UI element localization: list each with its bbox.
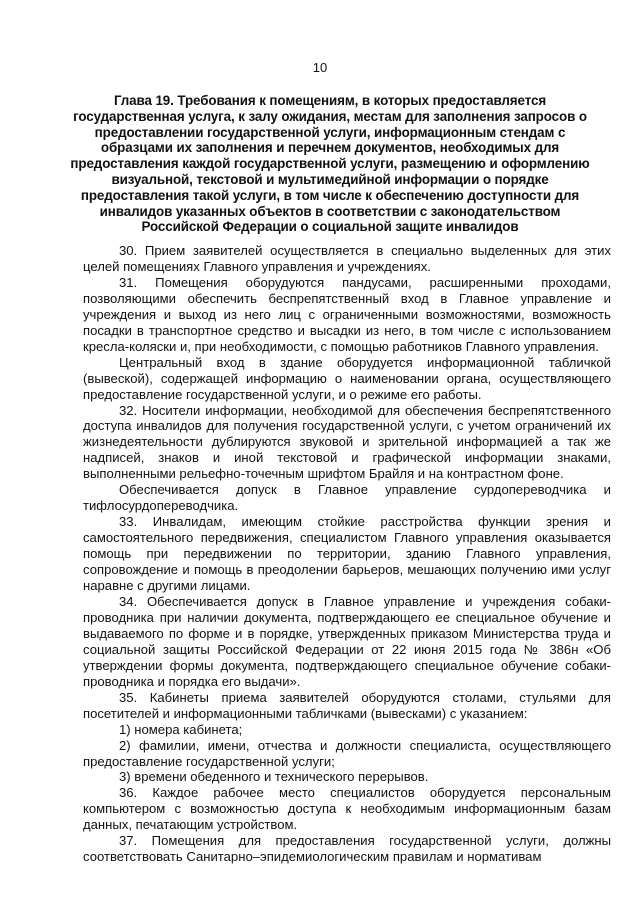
paragraph-36: 36. Каждое рабочее место специалистов оборудуется персональным компьютером с возможностью доступа к необходимым информационным базам данных, печатающим устройством. [83,785,611,833]
chapter-heading: Глава 19. Требования к помещениям, в которых предоставляется государственная услуга, к залу ожидания, местам для заполнения запросов о предоставлении государственной услуги, информационным стендам с образцами их заполнения и перечнем документов, необходимых для предоставления каждой государственной услуги, размещению и оформлению визуальной, текстовой и мультимедийной информации о порядке предоставления такой услуги, в том числе к обеспечению доступности для инвалидов указанных объектов в соответствии с законодательством Российской Федерации о социальной защите инвалидов [70,93,590,235]
list-item-3: 3) времени обеденного и технического перерывов. [119,769,429,785]
paragraph-31: 31. Помещения оборудуются пандусами, расширенными проходами, позволяющими обеспечить беспрепятственный вход в Главное управление и учреждения и выход из него лиц с ограниченными возможностями, возможность посадки в транспортное средство и высадки из него, в том числе с использованием кресла-коляски и, при необходимости, с помощью работников Главного управления. [83,274,611,354]
paragraph-34: 34. Обеспечивается допуск в Главное управление и учреждения собаки-проводника при наличии документа, подтверждающего ее специальное обучение и выдаваемого по форме и в порядке, утвержденных приказом Министерства труда и социальной защиты Российской Федерации от 22 июня 2015 года № 386н «Об утверждении формы документа, подтверждающего специальное обучение собаки-проводника и порядка его выдачи». [83,593,611,689]
paragraph-32: 32. Носители информации, необходимой для обеспечения беспрепятственного доступа инвалидов для получения государственной услуги, с учетом ограничений их жизнедеятельности дублируются звуковой и зрительной информацией а так же надписей, знаков и иной текстовой и графической информации знаками, выполненными рельефно-точечным шрифтом Брайля и на контрастном фоне. [83,402,611,482]
paragraph-37: 37. Помещения для предоставления государственной услуги, должны соответствовать Санитарно–эпидемиологическим правилам и нормативам [83,833,611,865]
page-number: 10 [312,60,328,75]
document-body [83,243,611,865]
paragraph-33: 33. Инвалидам, имеющим стойкие расстройства функции зрения и самостоятельного передвижения, специалистом Главного управления оказывается помощь при передвижении по территории, зданию Главного управления, сопровождение и помощь в преодолении барьеров, мешающих получению ими услуг наравне с другими лицами. [83,514,611,594]
list-item-1: 1) номера кабинета; [119,721,243,737]
list-item-2: 2) фамилии, имени, отчества и должности специалиста, осуществляющего предоставление государственной услуги; [83,737,611,769]
paragraph-central-entrance: Центральный вход в здание оборудуется информационной табличкой (вывеской), содержащей информацию о наименовании органа, осуществляющего предоставление государственной услуги, и о режиме его работы. [83,354,611,402]
paragraph-35: 35. Кабинеты приема заявителей оборудуются столами, стульями для посетителей и информационными табличками (вывесками) с указанием: [83,689,611,721]
paragraph-30: 30. Прием заявителей осуществляется в специально выделенных для этих целей помещениях Главного управления и учреждениях. [83,243,611,274]
paragraph-interpreter-access: Обеспечивается допуск в Главное управление сурдопереводчика и тифлосурдопереводчика. [83,482,611,514]
